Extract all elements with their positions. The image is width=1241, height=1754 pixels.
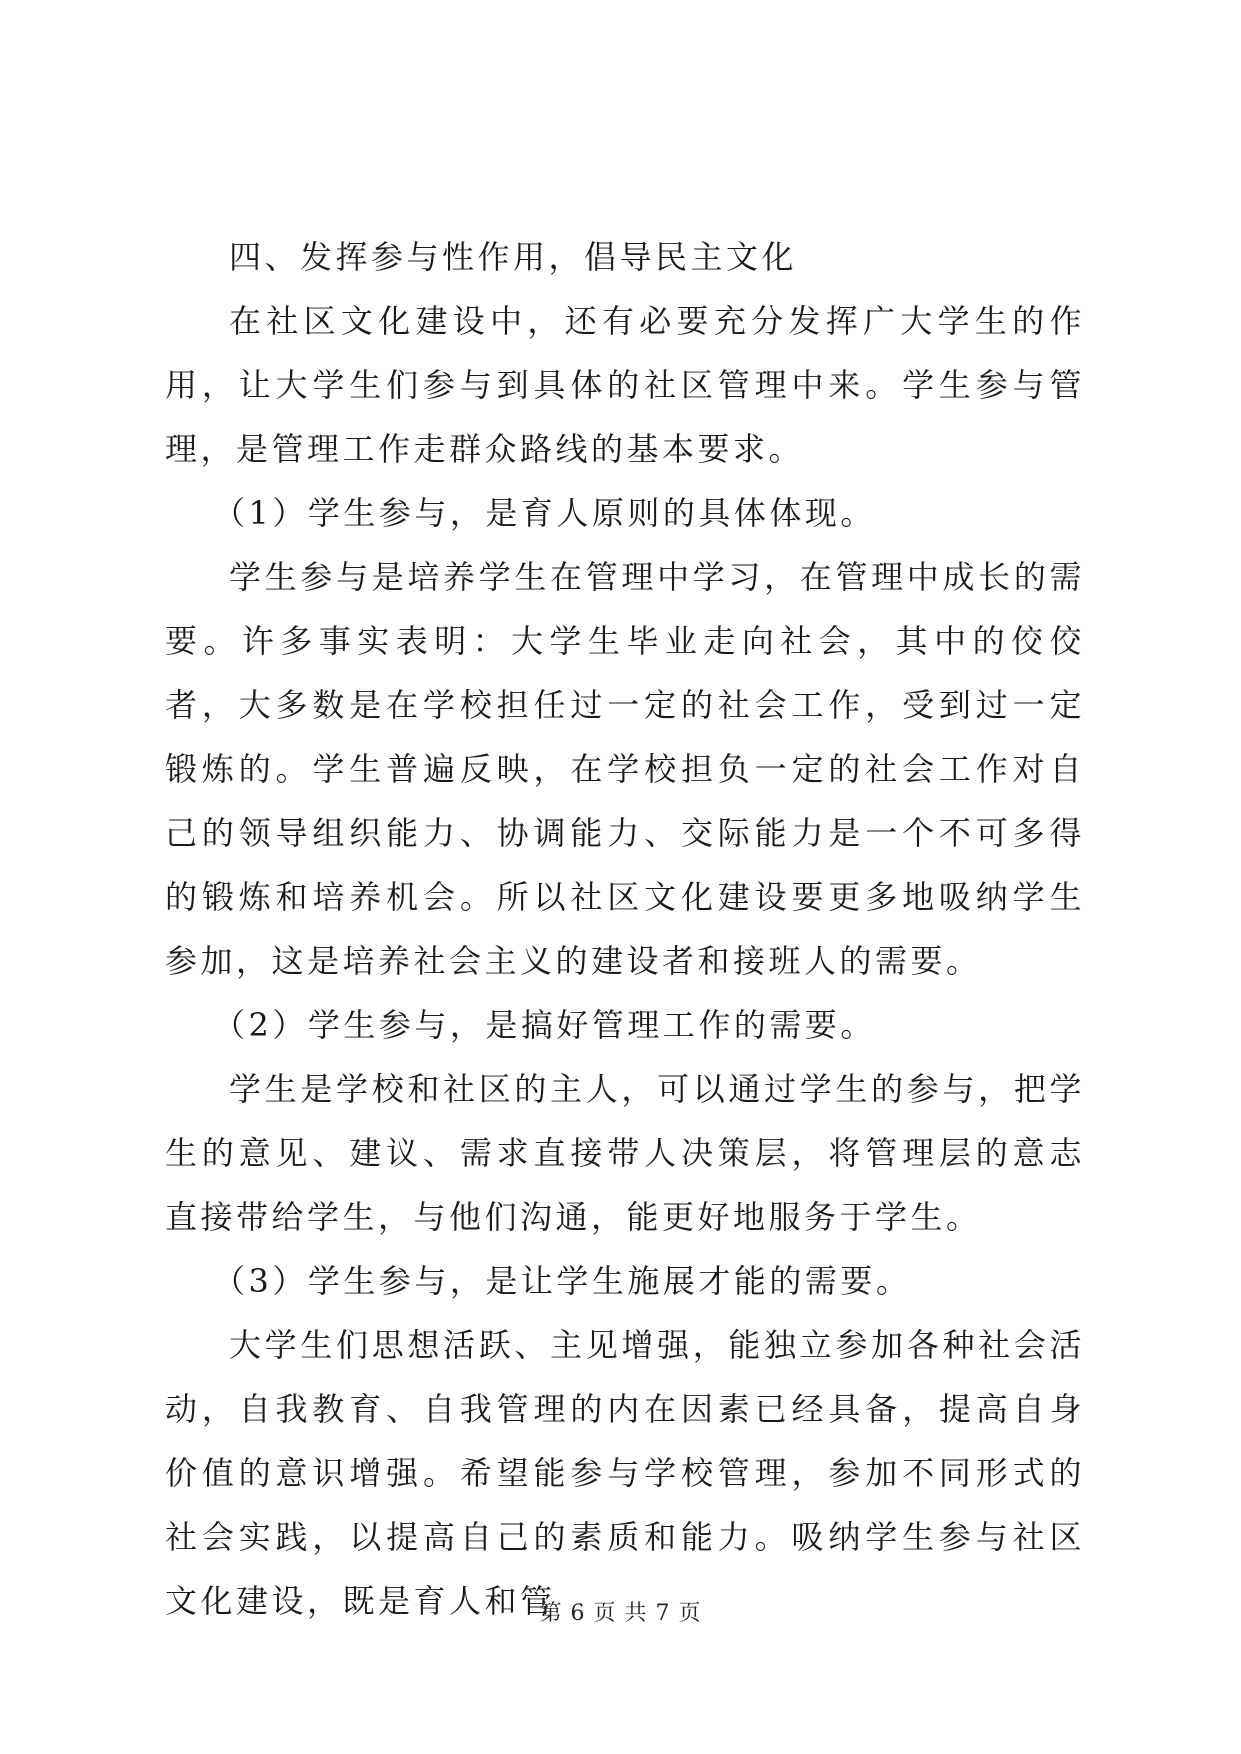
subheading: （2）学生参与，是搞好管理工作的需要。 [213, 1006, 876, 1044]
body-paragraph: 学生是学校和社区的主人，可以通过学生的参与，把学生的意见、建议、需求直接带人决策层，将管理层的意志直接带给学生，与他们沟通，能更好地服务于学生。 [165, 1070, 1085, 1236]
subheading: （1）学生参与，是育人原则的具体体现。 [213, 494, 876, 532]
subheading: （3）学生参与，是让学生施展才能的需要。 [213, 1262, 912, 1300]
body-paragraph: 学生参与是培养学生在管理中学习，在管理中成长的需要。许多事实表明：大学生毕业走向社会，其中的佼佼者，大多数是在学校担任过一定的社会工作，受到过一定锻炼的。学生普遍反映，在学校担负一定的社会工作对自己的领导组织能力、协调能力、交际能力是一个不可多得的锻炼和培养机会。所以社区文化建设要更多地吸纳学生参加，这是培养社会主义的建设者和接班人的需要。 [165, 558, 1085, 980]
body-paragraph: 大学生们思想活跃、主见增强，能独立参加各种社会活动，自我教育、自我管理的内在因素已经具备，提高自身价值的意识增强。希望能参与学校管理，参加不同形式的社会实践，以提高自己的素质和能力。吸纳学生参与社区文化建设，既是育人和管 [165, 1326, 1085, 1620]
body-paragraph: 在社区文化建设中，还有必要充分发挥广大学生的作用，让大学生们参与到具体的社区管理中来。学生参与管理，是管理工作走群众路线的基本要求。 [165, 302, 1085, 468]
document-body [165, 225, 1085, 1633]
page-footer: 第 6 页 共 7 页 [539, 1601, 702, 1626]
section-heading: 四、发挥参与性作用，倡导民主文化 [229, 238, 798, 276]
